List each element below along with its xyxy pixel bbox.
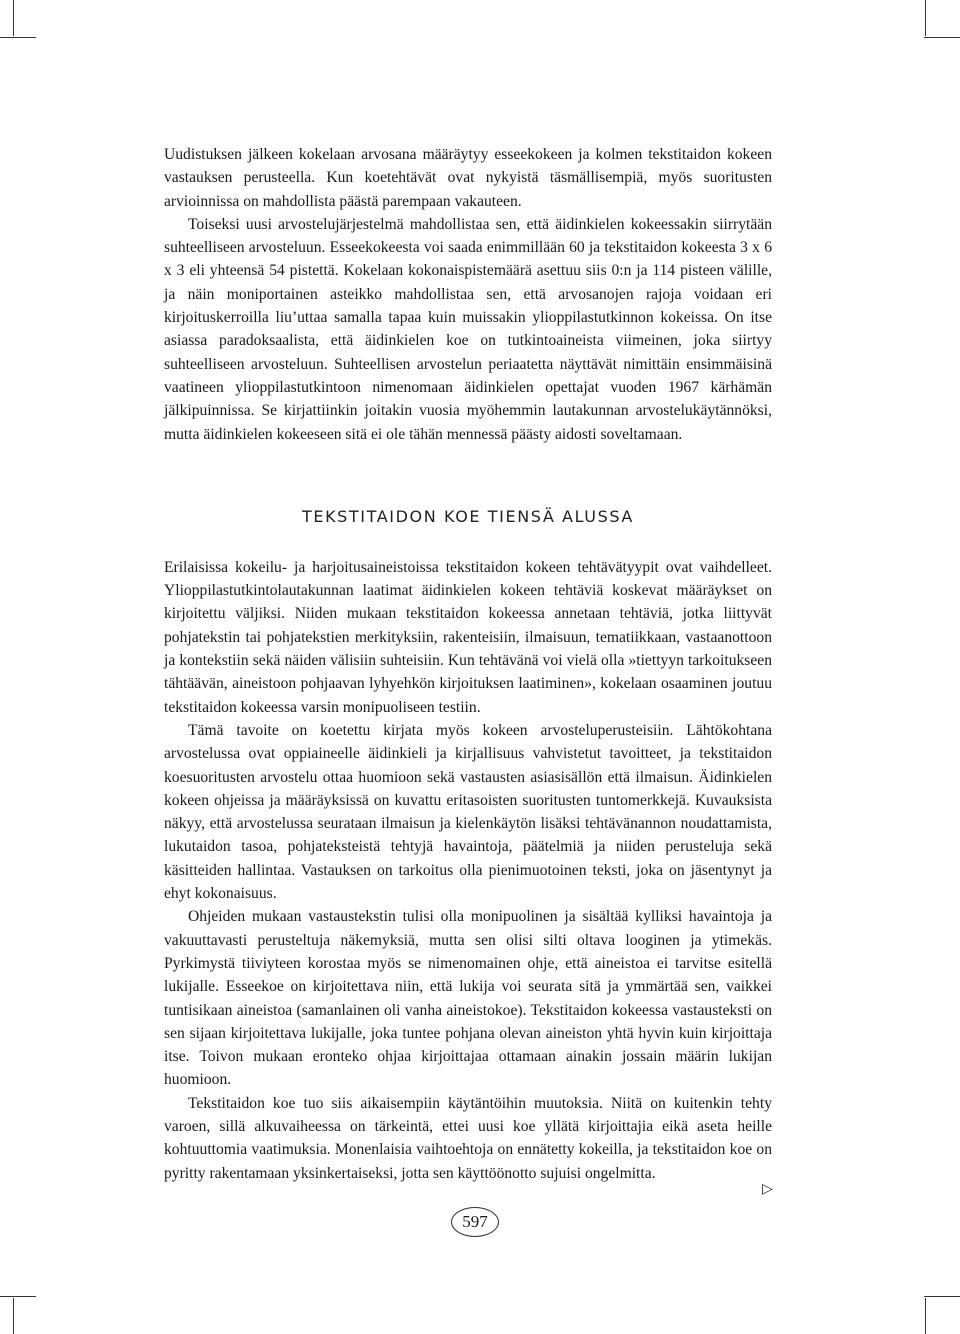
paragraph: Uudistuksen jälkeen kokelaan arvosana määräytyy esseekokeen ja kolmen tekstitaidon kokeen vastauksen perusteella. Kun koetehtävät ovat nykyistä täsmällisempiä, myös suoritusten arvioinnissa on mahdollista päästä parempaan vakauteen.: [164, 146, 772, 210]
paragraph: Erilaisissa kokeilu- ja harjoitusaineistoissa tekstitaidon kokeen tehtävätyypit ovat vaihdelleet. Ylioppilastutkintolautakunnan laatimat äidinkielen kokeen tehtäviä koskevat määräykset on kirjoitettu väljiksi. Niiden mukaan tekstitaidon kokeessa annetaan tehtäviä, jotka liittyvät pohjatekstin tai pohjatekstien merkityksiin, rakenteisiin, ilmaisuun, tematiikkaan, vastaanottoon ja kontekstiin sekä näiden välisiin suhteisiin. Kun tehtävänä voi vielä olla »tiettyyn tarkoitukseen tähtäävän, aineistoon pohjaavan lyhyehkön kirjoituksen laatiminen», kokelaan osaaminen joutuu tekstitaidon kokeessa varsin monipuoliseen testiin.: [164, 558, 772, 716]
continuation-arrow-icon: ▷: [762, 1181, 773, 1197]
body-text: [164, 143, 772, 1185]
crop-mark: [0, 37, 36, 38]
crop-mark: [924, 1296, 960, 1297]
section-heading: TEKSTITAIDON KOE TIENSÄ ALUSSA: [302, 506, 634, 526]
paragraph: Ohjeiden mukaan vastaustekstin tulisi olla monipuolinen ja sisältää kylliksi havaintoja ja vakuuttavasti perusteltuja näkemyksiä, mutta sen olisi silti oltava looginen ja ytimekäs. Pyrkimystä tiiviyteen korostaa myös se nimenomainen ohje, että aineistoa ei tarvitse esitellä lukijalle. Esseekoe on kirjoitettava niin, että lukija voi seurata sitä ja ymmärtää sen, vaikkei tuntisikaan aineistoa (samanlainen oli vanha aineistokoe). Tekstitaidon kokeessa vastausteksti on sen sijaan kirjoitettava lukijalle, joka tuntee pohjana olevan aineiston yhtä hyvin kuin kirjoittaja itse. Toivon mukaan eronteko ohjaa kirjoittajaa ottamaan ainakin jossain määrin lukijan huomioon.: [164, 908, 772, 1089]
crop-mark: [925, 0, 926, 36]
crop-mark: [13, 0, 14, 36]
crop-mark: [13, 1298, 14, 1334]
crop-mark: [924, 37, 960, 38]
crop-mark: [925, 1298, 926, 1334]
paragraph: Tämä tavoite on koetettu kirjata myös kokeen arvosteluperusteisiin. Lähtökohtana arvostelussa ovat oppiaineelle äidinkieli ja kirjallisuus vahvistetut tavoitteet, ja tekstitaidon koesuoritusten arvostelu ottaa huomioon sekä vastausten asiasisällön että ilmaisun. Äidinkielen kokeen ohjeissa ja määräyksissä on kuvattu eritasoisten suoritusten tuntomerkkejä. Kuvauksista näkyy, että arvostelussa seurataan ilmaisun ja kielenkäytön lisäksi tehtävänannon noudattamista, lukutaidon tasoa, pohjateksteistä tehtyjä havaintoja, päätelmiä ja niiden perusteluja sekä käsitteiden hallintaa. Vastauksen on tarkoitus olla pienimuotoinen teksti, joka on jäsentynyt ja ehyt kokonaisuus.: [164, 721, 772, 903]
paragraph: Toiseksi uusi arvostelujärjestelmä mahdollistaa sen, että äidinkielen kokeessakin siirrytään suhteelliseen arvosteluun. Esseekokeesta voi saada enimmillään 60 ja tekstitaidon kokeesta 3 x 6 x 3 eli yhteensä 54 pistettä. Kokelaan kokonaispistemäärä asettuu siis 0:n ja 114 pisteen välille, ja näin moniportainen asteikko mahdollistaa sen, että arvosanojen rajoja voidaan eri kirjoituskerroilla liu’uttaa samalla tapaa kuin muissakin ylioppilastutkinnon kokeissa. On itse asiassa paradoksaalista, että äidinkielen koe on tutkintoaineista viimeinen, joka siirtyy suhteelliseen arvosteluun. Suhteellisen arvostelun periaatetta näyttävät nimittäin ensimmäisinä vaatineen ylioppilastutkintoon nimenomaan äidinkielen opettajat vuoden 1967 kärhämän jälkipuinnissa. Se kirjattiinkin joitakin vuosia myöhemmin lautakunnan arvostelukäytännöksi, mutta äidinkielen kokeeseen sitä ei ole tähän mennessä päästy aidosti soveltamaan.: [164, 215, 772, 443]
page-number: 597: [451, 1207, 499, 1237]
crop-mark: [0, 1296, 36, 1297]
paragraph: Tekstitaidon koe tuo siis aikaisempiin käytäntöihin muutoksia. Niitä on kuitenkin tehty varoen, sillä alkuvaiheessa on tärkeintä, ettei uusi koe yllätä kirjoittajia eikä aseta heille kohtuuttomia vaatimuksia. Monenlaisia vaihtoehtoja on ennätetty kokeilla, ja tekstitaidon koe on pyritty rakentamaan yksinkertaiseksi, jotta sen käyttöönotto sujuisi ongelmitta.: [164, 1094, 772, 1182]
